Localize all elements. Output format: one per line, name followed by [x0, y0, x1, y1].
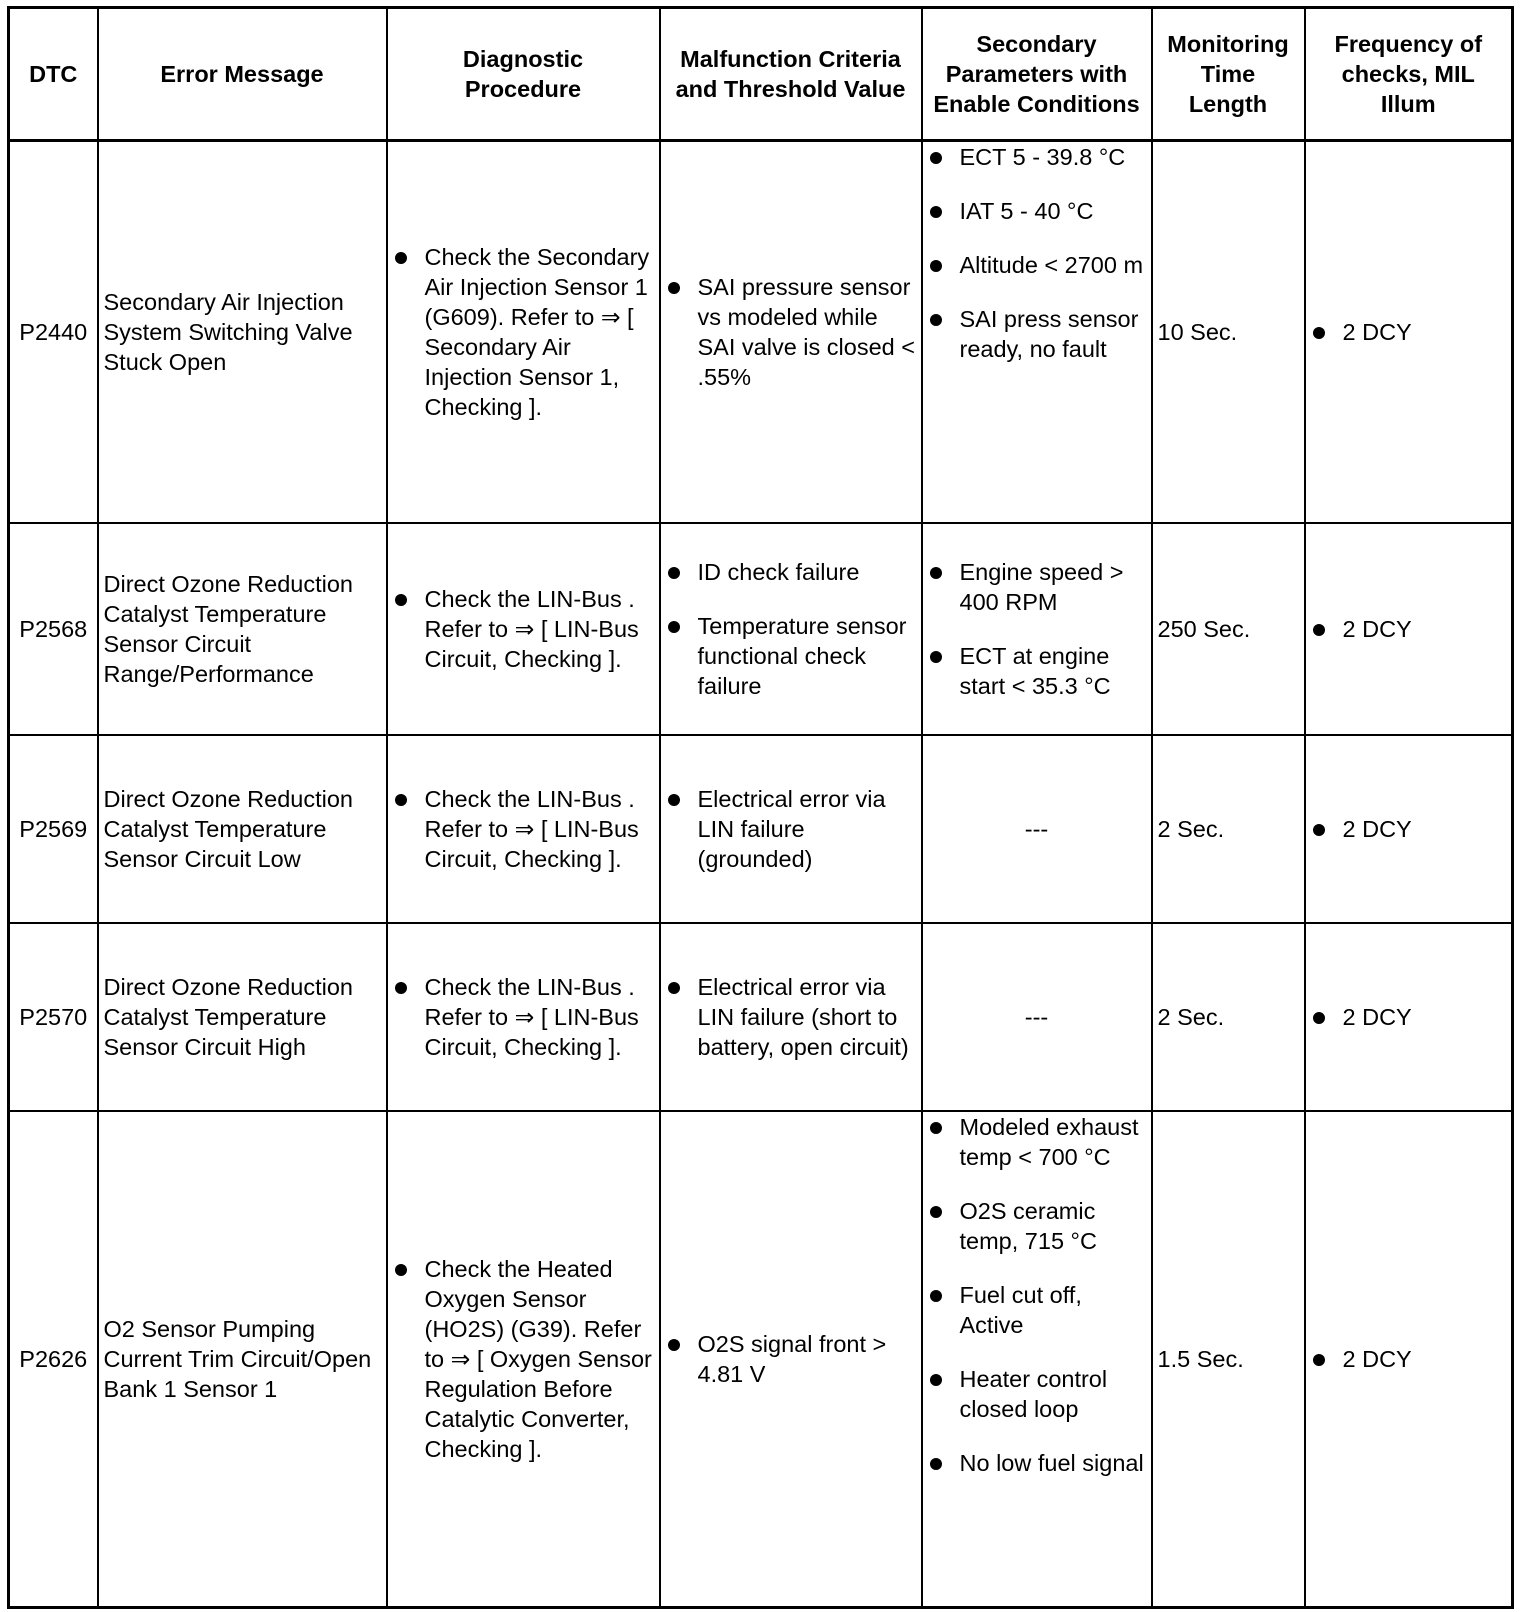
diagnostic-procedure [387, 523, 660, 735]
error-message: Direct Ozone Reduction Catalyst Temperature Sensor Circuit High [98, 923, 387, 1111]
secondary-item: No low fuel signal [928, 1448, 1146, 1478]
dtc-code: P2570 [9, 923, 98, 1111]
dtc-code: P2569 [9, 735, 98, 923]
header-diagnostic-procedure: Diagnostic Procedure [387, 8, 660, 141]
frequency [1305, 735, 1513, 923]
header-error-message: Error Message [98, 8, 387, 141]
header-secondary-parameters: Secondary Parameters with Enable Conditions [922, 8, 1152, 141]
secondary-item: Altitude < 2700 m [928, 250, 1146, 280]
frequency-item: 2 DCY [1311, 1002, 1507, 1032]
table-row [9, 735, 1513, 923]
secondary-parameters [922, 141, 1152, 523]
frequency-item: 2 DCY [1311, 814, 1507, 844]
header-row [9, 8, 1513, 141]
header-monitoring-time: Monitoring Time Length [1152, 8, 1305, 141]
malfunction-criteria [660, 1111, 922, 1608]
criteria-item: Electrical error via LIN failure (grounded) [666, 784, 916, 874]
malfunction-criteria [660, 735, 922, 923]
criteria-item: Electrical error via LIN failure (short to battery, open circuit) [666, 972, 916, 1062]
procedure-item: Check the LIN-Bus . Refer to ⇒ [ LIN-Bus Circuit, Checking ]. [393, 972, 654, 1062]
monitoring-time: 10 Sec. [1152, 141, 1305, 523]
criteria-item: O2S signal front > 4.81 V [666, 1329, 916, 1389]
diagnostic-procedure [387, 735, 660, 923]
criteria-item: ID check failure [666, 557, 916, 587]
frequency-item: 2 DCY [1311, 614, 1507, 644]
error-message: Secondary Air Injection System Switching Valve Stuck Open [98, 141, 387, 523]
frequency [1305, 523, 1513, 735]
secondary-item: ECT 5 - 39.8 °C [928, 142, 1146, 172]
secondary-parameters: --- [922, 923, 1152, 1111]
monitoring-time: 1.5 Sec. [1152, 1111, 1305, 1608]
secondary-item: SAI press sensor ready, no fault [928, 304, 1146, 364]
malfunction-criteria [660, 141, 922, 523]
secondary-item: Engine speed > 400 RPM [928, 557, 1146, 617]
frequency [1305, 923, 1513, 1111]
secondary-item: IAT 5 - 40 °C [928, 196, 1146, 226]
error-message: Direct Ozone Reduction Catalyst Temperature Sensor Circuit Range/Performance [98, 523, 387, 735]
error-message: O2 Sensor Pumping Current Trim Circuit/Open Bank 1 Sensor 1 [98, 1111, 387, 1608]
criteria-item: Temperature sensor functional check failure [666, 611, 916, 701]
procedure-item: Check the Heated Oxygen Sensor (HO2S) (G39). Refer to ⇒ [ Oxygen Sensor Regulation Before Catalytic Converter, Checking ]. [393, 1254, 654, 1464]
frequency [1305, 1111, 1513, 1608]
procedure-item: Check the Secondary Air Injection Sensor 1 (G609). Refer to ⇒ [ Secondary Air Injection Sensor 1, Checking ]. [393, 242, 654, 422]
monitoring-time: 2 Sec. [1152, 923, 1305, 1111]
secondary-item: O2S ceramic temp, 715 °C [928, 1196, 1146, 1256]
secondary-parameters [922, 523, 1152, 735]
procedure-item: Check the LIN-Bus . Refer to ⇒ [ LIN-Bus Circuit, Checking ]. [393, 584, 654, 674]
frequency [1305, 141, 1513, 523]
monitoring-time: 2 Sec. [1152, 735, 1305, 923]
dtc-code: P2568 [9, 523, 98, 735]
table-body [9, 141, 1513, 1608]
malfunction-criteria [660, 523, 922, 735]
secondary-item: Heater control closed loop [928, 1364, 1146, 1424]
diagnostic-procedure [387, 923, 660, 1111]
table-row [9, 1111, 1513, 1608]
procedure-item: Check the LIN-Bus . Refer to ⇒ [ LIN-Bus Circuit, Checking ]. [393, 784, 654, 874]
table-row [9, 141, 1513, 523]
secondary-item: Modeled exhaust temp < 700 °C [928, 1112, 1146, 1172]
secondary-item: ECT at engine start < 35.3 °C [928, 641, 1146, 701]
diagnostic-procedure [387, 1111, 660, 1608]
malfunction-criteria [660, 923, 922, 1111]
frequency-item: 2 DCY [1311, 317, 1507, 347]
table-row [9, 923, 1513, 1111]
header-malfunction-criteria: Malfunction Criteria and Threshold Value [660, 8, 922, 141]
frequency-item: 2 DCY [1311, 1344, 1507, 1374]
dtc-table [7, 6, 1514, 1609]
secondary-parameters: --- [922, 735, 1152, 923]
table-row [9, 523, 1513, 735]
diagnostic-procedure [387, 141, 660, 523]
header-frequency: Frequency of checks, MIL Illum [1305, 8, 1513, 141]
secondary-parameters [922, 1111, 1152, 1608]
error-message: Direct Ozone Reduction Catalyst Temperature Sensor Circuit Low [98, 735, 387, 923]
dtc-code: P2626 [9, 1111, 98, 1608]
dtc-code: P2440 [9, 141, 98, 523]
criteria-item: SAI pressure sensor vs modeled while SAI valve is closed < .55% [666, 272, 916, 392]
secondary-item: Fuel cut off, Active [928, 1280, 1146, 1340]
monitoring-time: 250 Sec. [1152, 523, 1305, 735]
header-dtc: DTC [9, 8, 98, 141]
